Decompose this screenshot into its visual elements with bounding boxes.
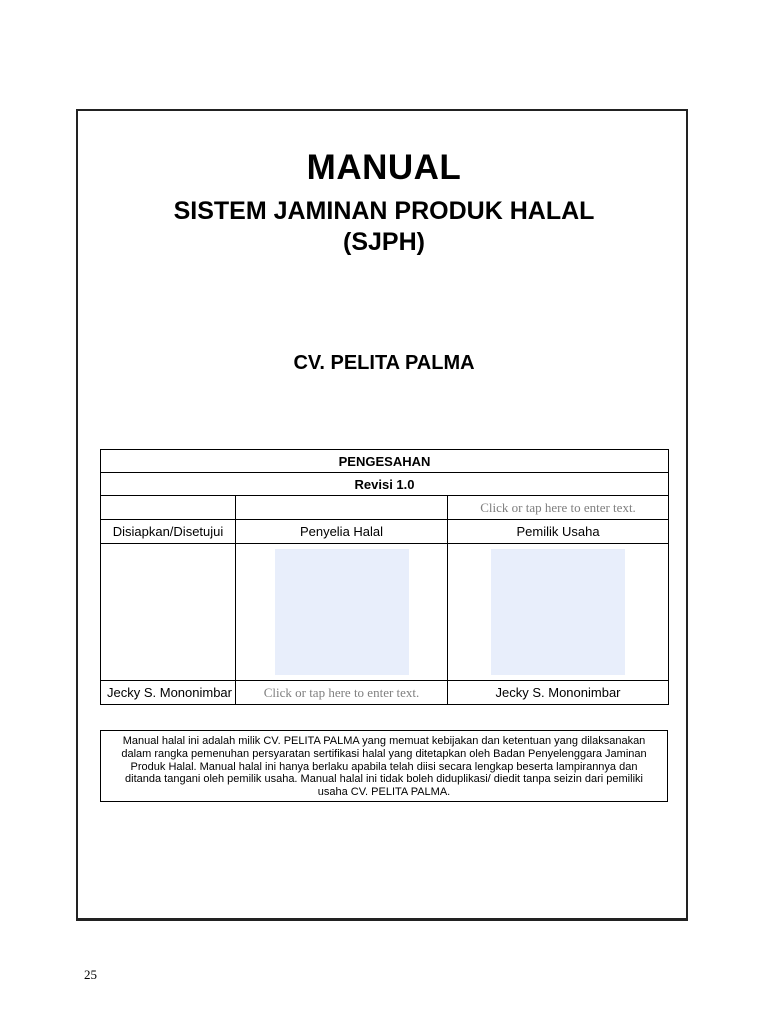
ownership-notice-box [100,730,668,802]
supervisor-name-input-placeholder[interactable]: Click or tap here to enter text. [236,681,448,705]
name-left: Jecky S. Mononimbar [101,681,236,705]
blank-cell [101,496,236,520]
approval-table [100,449,669,705]
approval-header: PENGESAHAN [101,450,669,473]
role-label: Disiapkan/Disetujui [101,520,236,544]
cover-frame-bottom-rule [76,918,688,919]
document-subtitle-line2: (SJPH) [343,228,425,256]
owner-signature-field[interactable] [491,549,625,675]
page-number: 25 [84,967,97,982]
date-input-placeholder[interactable]: Click or tap here to enter text. [448,496,669,520]
signature-cell-owner [448,544,669,681]
company-name: CV. PELITA PALMA [293,352,475,374]
document-title: MANUAL [306,148,462,187]
signature-cell-empty [101,544,236,681]
revision-label: Revisi 1.0 [101,473,669,496]
role-halal-supervisor: Penyelia Halal [236,520,448,544]
ownership-notice-text: Manual halal ini adalah milik CV. PELITA PALMA yang memuat kebijakan dan ketentuan yang dilaksanakan dalam rangka pemenuhan persyaratan sertifikasi halal yang ditetapkan oleh Badan Penyelenggara Jaminan Produk Halal. Manual halal ini hanya berlaku apabila telah diisi secara lengkap beserta lampirannya dan ditanda tangani oleh pemilik usaha. Manual halal ini tidak boleh diduplikasi/ diedit tanpa seizin dari pemiliki usaha CV. PELITA PALMA. [121,735,647,799]
signature-cell-supervisor [236,544,448,681]
role-business-owner: Pemilik Usaha [448,520,669,544]
blank-cell [236,496,448,520]
supervisor-signature-field[interactable] [275,549,409,675]
owner-name: Jecky S. Mononimbar [448,681,669,705]
document-subtitle-line1: SISTEM JAMINAN PRODUK HALAL [173,197,595,225]
